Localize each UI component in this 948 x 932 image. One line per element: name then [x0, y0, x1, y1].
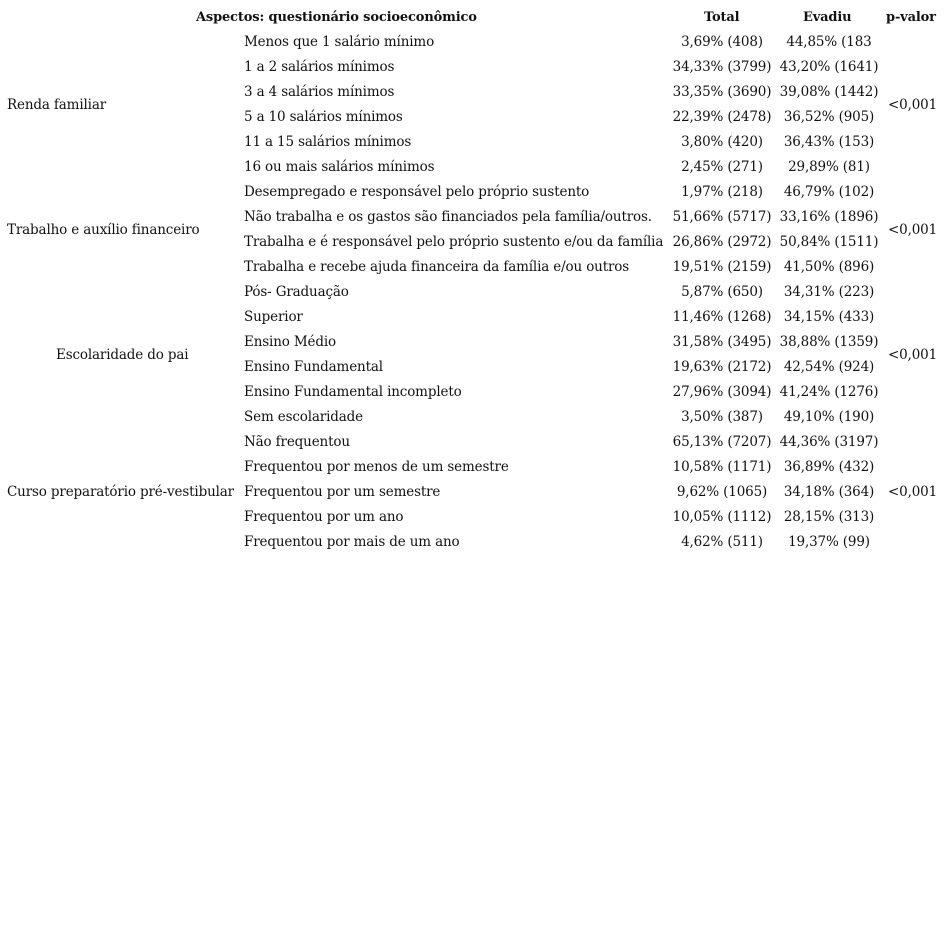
row-total: 51,66% (5717): [672, 209, 772, 225]
table-row: [0, 280, 948, 305]
row-total: 27,96% (3094): [672, 384, 772, 400]
row-total: 22,39% (2478): [672, 109, 772, 125]
row-evadiu: 41,50% (896): [783, 259, 875, 275]
group-p-value: <0,001: [888, 221, 938, 238]
row-total: 1,97% (218): [681, 184, 763, 200]
row-evadiu: 36,52% (905): [783, 109, 875, 125]
group-p-value: <0,001: [888, 484, 938, 500]
table-row: [0, 105, 948, 130]
header-aspectos: Aspectos: questionário socioeconômico: [196, 10, 477, 25]
row-total: 2,45% (271): [681, 159, 763, 175]
row-total: 5,87% (650): [681, 284, 763, 300]
group-p-value: <0,001: [888, 346, 938, 363]
row-evadiu: 44,85% (183: [786, 34, 872, 50]
row-evadiu: 33,16% (1896): [779, 209, 879, 225]
table-row: [0, 380, 948, 405]
group-label: Curso preparatório pré-vestibular: [7, 484, 234, 500]
row-description: 11 a 15 salários mínimos: [244, 134, 412, 150]
row-evadiu: 29,89% (81): [788, 159, 870, 175]
table-row: [0, 530, 948, 555]
row-total: 11,46% (1268): [672, 309, 772, 325]
row-total: 26,86% (2972): [672, 234, 772, 250]
row-description: 5 a 10 salários mínimos: [244, 109, 403, 125]
row-total: 3,50% (387): [681, 409, 763, 425]
row-description: Ensino Fundamental incompleto: [244, 384, 462, 400]
row-description: Frequentou por mais de um ano: [244, 534, 460, 550]
table-row: [0, 455, 948, 480]
row-evadiu: 49,10% (190): [783, 409, 875, 425]
row-evadiu: 36,89% (432): [783, 459, 875, 475]
row-total: 19,51% (2159): [672, 259, 772, 275]
row-total: 34,33% (3799): [672, 59, 772, 75]
header-p-valor: p-valor: [886, 10, 936, 25]
row-description: Trabalha e é responsável pelo próprio sustento e/ou da família: [244, 234, 664, 250]
group-label: Renda familiar: [7, 96, 107, 113]
row-description: Não frequentou: [244, 434, 350, 450]
group-label: Escolaridade do pai: [56, 346, 189, 363]
table-row: [0, 80, 948, 105]
row-total: 4,62% (511): [681, 534, 763, 550]
row-evadiu: 42,54% (924): [783, 359, 875, 375]
row-description: Não trabalha e os gastos são financiados pela família/outros.: [244, 209, 652, 225]
row-evadiu: 46,79% (102): [783, 184, 875, 200]
row-evadiu: 41,24% (1276): [779, 384, 879, 400]
table-row: [0, 255, 948, 280]
row-description: 3 a 4 salários mínimos: [244, 84, 395, 100]
row-description: Desempregado e responsável pelo próprio sustento: [244, 184, 590, 200]
row-description: Frequentou por um semestre: [244, 484, 441, 500]
row-description: Menos que 1 salário mínimo: [244, 34, 435, 50]
table-row: [0, 405, 948, 430]
row-evadiu: 50,84% (1511): [779, 234, 879, 250]
table-row: [0, 55, 948, 80]
table-row: [0, 30, 948, 55]
row-description: Ensino Médio: [244, 334, 337, 350]
row-total: 65,13% (7207): [672, 434, 772, 450]
row-evadiu: 38,88% (1359): [779, 334, 879, 350]
row-total: 3,80% (420): [681, 134, 763, 150]
group-p-value: <0,001: [888, 96, 938, 113]
row-description: Frequentou por um ano: [244, 509, 404, 525]
group-label: Trabalho e auxílio financeiro: [7, 221, 200, 238]
row-evadiu: 43,20% (1641): [779, 59, 879, 75]
row-description: 16 ou mais salários mínimos: [244, 159, 435, 175]
row-evadiu: 34,31% (223): [783, 284, 875, 300]
row-evadiu: 39,08% (1442): [779, 84, 879, 100]
table-row: [0, 180, 948, 205]
table-row: [0, 505, 948, 530]
row-description: Frequentou por menos de um semestre: [244, 459, 509, 475]
table-row: [0, 130, 948, 155]
row-description: Pós- Graduação: [244, 284, 349, 300]
row-evadiu: 44,36% (3197): [779, 434, 879, 450]
header-evadiu: Evadiu: [803, 10, 852, 25]
row-total: 19,63% (2172): [672, 359, 772, 375]
row-total: 9,62% (1065): [676, 484, 768, 500]
row-evadiu: 36,43% (153): [783, 134, 875, 150]
table-row: [0, 155, 948, 180]
row-evadiu: 34,15% (433): [783, 309, 875, 325]
row-evadiu: 34,18% (364): [783, 484, 875, 500]
table-row: [0, 430, 948, 455]
row-description: 1 a 2 salários mínimos: [244, 59, 395, 75]
row-total: 33,35% (3690): [672, 84, 772, 100]
row-evadiu: 28,15% (313): [783, 509, 875, 525]
row-description: Sem escolaridade: [244, 409, 363, 425]
header-total: Total: [704, 10, 740, 25]
row-total: 10,05% (1112): [672, 509, 772, 525]
row-evadiu: 19,37% (99): [788, 534, 870, 550]
row-total: 10,58% (1171): [672, 459, 772, 475]
row-description: Superior: [244, 309, 303, 325]
row-total: 31,58% (3495): [672, 334, 772, 350]
table-row: [0, 305, 948, 330]
row-description: Trabalha e recebe ajuda financeira da família e/ou outros: [244, 259, 630, 275]
row-description: Ensino Fundamental: [244, 359, 383, 375]
row-total: 3,69% (408): [681, 34, 763, 50]
